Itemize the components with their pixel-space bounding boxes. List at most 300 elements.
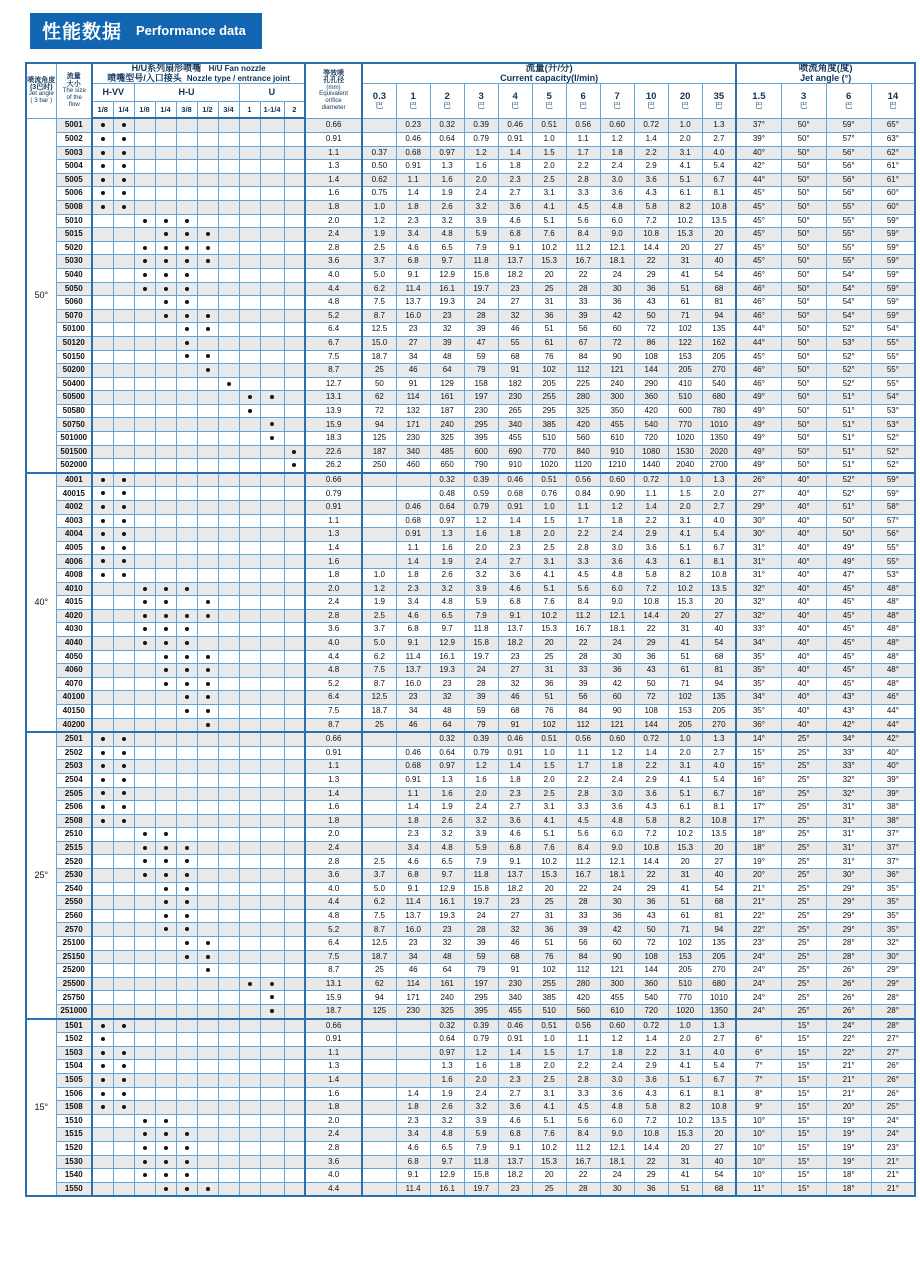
flow-value: 780 xyxy=(702,404,736,418)
jet-angle-value: 21° xyxy=(826,1060,871,1074)
pressure-value: 35 xyxy=(713,91,725,103)
flow-value: 39 xyxy=(464,691,498,705)
jet-angle-value: 40° xyxy=(781,718,826,732)
flow-value: 15.3 xyxy=(532,869,566,883)
availability-dot-icon xyxy=(164,859,168,863)
flow-value: 1.8 xyxy=(396,200,430,214)
orifice-diameter-value: 4.8 xyxy=(305,909,362,923)
flow-value: 84 xyxy=(566,950,600,964)
model-number: 4004 xyxy=(56,528,92,542)
nozzle-availability-cell xyxy=(113,596,134,610)
nozzle-availability-cell xyxy=(92,1019,113,1033)
flow-value: 455 xyxy=(498,1005,532,1019)
nozzle-availability-cell xyxy=(113,718,134,732)
flow-value: 182 xyxy=(498,377,532,391)
nozzle-availability-cell xyxy=(218,923,239,937)
availability-dot-icon xyxy=(143,641,147,645)
flow-value: 0.46 xyxy=(396,746,430,760)
jet-angle-value: 24° xyxy=(736,977,781,991)
flow-value: 6.8 xyxy=(396,869,430,883)
nozzle-availability-cell xyxy=(176,841,197,855)
flow-value: 6.8 xyxy=(498,1128,532,1142)
flow-value: 0.72 xyxy=(634,473,668,487)
nozzle-availability-cell xyxy=(113,241,134,255)
nozzle-availability-cell xyxy=(176,1019,197,1033)
nozzle-availability-cell xyxy=(176,773,197,787)
jet-angle-value: 15° xyxy=(781,1141,826,1155)
flow-value: 31 xyxy=(668,623,702,637)
nozzle-availability-cell xyxy=(134,746,155,760)
nozzle-availability-cell xyxy=(113,760,134,774)
flow-value: 510 xyxy=(668,977,702,991)
availability-dot-icon xyxy=(101,151,105,155)
jet-angle-value: 45° xyxy=(736,200,781,214)
flow-value: 16.7 xyxy=(566,255,600,269)
nozzle-availability-cell xyxy=(197,309,218,323)
flow-value: 280 xyxy=(566,391,600,405)
flow-value: 1.3 xyxy=(430,528,464,542)
orifice-diameter-value: 8.7 xyxy=(305,964,362,978)
nozzle-availability-cell xyxy=(134,623,155,637)
nozzle-availability-cell xyxy=(197,1155,218,1169)
nozzle-availability-cell xyxy=(260,555,284,569)
nozzle-availability-cell xyxy=(155,228,176,242)
jet-angle-value: 47° xyxy=(826,569,871,583)
flow-value: 68 xyxy=(702,650,736,664)
flow-value: 0.91 xyxy=(396,528,430,542)
flow-value: 1.3 xyxy=(702,732,736,746)
flow-value: 0.64 xyxy=(430,133,464,147)
flow-value: 22 xyxy=(566,1169,600,1183)
jet-angle-value: 59° xyxy=(871,473,915,487)
flow-value: 1.7 xyxy=(566,146,600,160)
jet-angle-value: 24° xyxy=(736,991,781,1005)
flow-value: 1020 xyxy=(668,1005,702,1019)
flow-value: 12.9 xyxy=(430,268,464,282)
availability-dot-icon xyxy=(143,273,147,277)
flow-value: 8.7 xyxy=(362,677,396,691)
model-number: 50750 xyxy=(56,418,92,432)
nozzle-availability-cell xyxy=(260,1182,284,1196)
jet-angle-value: 56° xyxy=(871,528,915,542)
jet-angle-value: 51° xyxy=(826,418,871,432)
jet-angle-value: 50° xyxy=(781,364,826,378)
nozzle-availability-cell xyxy=(197,841,218,855)
flow-value: 205 xyxy=(702,350,736,364)
flow-value: 6.2 xyxy=(362,282,396,296)
table-row-4006 xyxy=(26,555,915,569)
flow-value: 1.7 xyxy=(566,514,600,528)
nozzle-availability-cell xyxy=(260,896,284,910)
flow-value: 68 xyxy=(702,282,736,296)
nozzle-availability-cell xyxy=(113,569,134,583)
nozzle-availability-cell xyxy=(92,623,113,637)
model-number: 4003 xyxy=(56,514,92,528)
nozzle-availability-cell xyxy=(284,528,305,542)
flow-value: 1.7 xyxy=(566,1046,600,1060)
jet-angle-value: 54° xyxy=(871,391,915,405)
table-row-5002 xyxy=(26,133,915,147)
nozzle-availability-cell xyxy=(239,323,260,337)
flow-value: 9.1 xyxy=(498,1141,532,1155)
table-row-5030 xyxy=(26,255,915,269)
nozzle-availability-cell xyxy=(284,282,305,296)
nozzle-availability-cell xyxy=(92,296,113,310)
model-number: 2504 xyxy=(56,773,92,787)
flow-value: 10.2 xyxy=(668,828,702,842)
jet-angle-value: 50° xyxy=(781,418,826,432)
flow-value xyxy=(362,501,396,515)
nozzle-availability-cell xyxy=(239,528,260,542)
nozzle-availability-cell xyxy=(197,746,218,760)
model-number: 5008 xyxy=(56,200,92,214)
jet-angle-value: 40° xyxy=(781,609,826,623)
flow-value: 270 xyxy=(702,364,736,378)
nozzle-availability-cell xyxy=(176,418,197,432)
jet-angle-value: 50° xyxy=(781,255,826,269)
flow-value: 19.3 xyxy=(430,909,464,923)
nozzle-availability-cell xyxy=(260,664,284,678)
table-row-2504 xyxy=(26,773,915,787)
nozzle-availability-cell xyxy=(92,964,113,978)
jet-angle-value: 54° xyxy=(871,323,915,337)
jet-angle-value: 16° xyxy=(736,773,781,787)
nozzle-availability-cell xyxy=(92,814,113,828)
flow-value: 68 xyxy=(498,704,532,718)
nozzle-availability-cell xyxy=(113,977,134,991)
flow-value: 1020 xyxy=(532,459,566,473)
flow-value: 1.3 xyxy=(430,1060,464,1074)
table-row-1520 xyxy=(26,1141,915,1155)
flow-value: 90 xyxy=(600,950,634,964)
availability-dot-icon xyxy=(185,887,189,891)
flow-value: 0.79 xyxy=(464,133,498,147)
nozzle-availability-cell xyxy=(113,923,134,937)
nozzle-availability-cell xyxy=(155,1033,176,1047)
table-row-2515 xyxy=(26,841,915,855)
availability-dot-icon xyxy=(164,900,168,904)
nozzle-availability-cell xyxy=(113,964,134,978)
flow-value: 4.3 xyxy=(634,555,668,569)
flow-value: 187 xyxy=(362,445,396,459)
pressure-header-3bar xyxy=(464,84,498,119)
jet-angle-value: 50° xyxy=(781,404,826,418)
jet-angle-value: 19° xyxy=(826,1141,871,1155)
flow-value: 10.8 xyxy=(634,228,668,242)
flow-value: 4.3 xyxy=(634,1087,668,1101)
nozzle-availability-cell xyxy=(134,323,155,337)
nozzle-availability-cell xyxy=(260,1128,284,1142)
availability-dot-icon xyxy=(122,1051,126,1055)
flow-value: 23 xyxy=(498,282,532,296)
flow-value: 48 xyxy=(430,704,464,718)
flow-value: 290 xyxy=(634,377,668,391)
nozzle-availability-cell xyxy=(218,364,239,378)
flow-value: 42 xyxy=(600,677,634,691)
jet-angle-value: 25° xyxy=(781,991,826,1005)
jet-angle-value: 63° xyxy=(871,133,915,147)
flow-value: 0.32 xyxy=(430,732,464,746)
flow-value: 6.7 xyxy=(702,1073,736,1087)
jet-angle-value: 33° xyxy=(826,760,871,774)
availability-dot-icon xyxy=(122,1105,126,1109)
jet-angle-value: 24° xyxy=(871,1114,915,1128)
nozzle-availability-cell xyxy=(113,1141,134,1155)
flow-value: 0.72 xyxy=(634,118,668,132)
nozzle-availability-cell xyxy=(260,596,284,610)
flow-value: 610 xyxy=(600,432,634,446)
flow-value: 76 xyxy=(532,950,566,964)
orifice-diameter-value: 18.7 xyxy=(305,1005,362,1019)
nozzle-availability-cell xyxy=(155,841,176,855)
nozzle-availability-cell xyxy=(134,377,155,391)
flow-value: 720 xyxy=(634,1005,668,1019)
nozzle-availability-cell xyxy=(92,432,113,446)
table-row-2530 xyxy=(26,869,915,883)
nozzle-availability-cell xyxy=(92,1155,113,1169)
flow-value: 1.4 xyxy=(498,146,532,160)
availability-dot-icon xyxy=(164,1132,168,1136)
flow-value: 6.0 xyxy=(600,828,634,842)
flow-value: 31 xyxy=(532,296,566,310)
nozzle-availability-cell xyxy=(134,309,155,323)
availability-dot-icon xyxy=(143,873,147,877)
nozzle-availability-cell xyxy=(284,828,305,842)
nozzle-availability-cell xyxy=(197,214,218,228)
nozzle-availability-cell xyxy=(113,991,134,1005)
availability-dot-icon xyxy=(101,737,105,741)
nozzle-availability-cell xyxy=(239,1155,260,1169)
jet-angle-value: 21° xyxy=(826,1073,871,1087)
flow-value: 2.2 xyxy=(566,1060,600,1074)
flow-value xyxy=(362,787,396,801)
flow-value: 1.4 xyxy=(634,746,668,760)
nozzle-availability-cell xyxy=(284,923,305,937)
nozzle-availability-cell xyxy=(92,773,113,787)
flow-value: 18.2 xyxy=(498,636,532,650)
jet-angle-value: 61° xyxy=(871,173,915,187)
nozzle-availability-cell xyxy=(155,801,176,815)
jet-angle-value: 55° xyxy=(871,364,915,378)
flow-value: 41 xyxy=(668,636,702,650)
nozzle-availability-cell xyxy=(260,1033,284,1047)
availability-dot-icon xyxy=(143,832,147,836)
jet-angle-value: 49° xyxy=(736,404,781,418)
flow-value: 11.2 xyxy=(566,609,600,623)
nozzle-availability-cell xyxy=(92,404,113,418)
nozzle-availability-cell xyxy=(134,541,155,555)
nozzle-availability-cell xyxy=(155,828,176,842)
flow-value: 9.1 xyxy=(396,882,430,896)
jet-angle-value: 29° xyxy=(871,977,915,991)
orifice-diameter-value: 3.6 xyxy=(305,1155,362,1169)
jet-angle-value: 45° xyxy=(736,214,781,228)
flow-value: 3.6 xyxy=(600,801,634,815)
model-number: 1503 xyxy=(56,1046,92,1060)
flow-value: 13.5 xyxy=(702,828,736,842)
jet-angle-value: 42° xyxy=(871,732,915,746)
flow-value: 0.72 xyxy=(634,1019,668,1033)
flow-value: 2.4 xyxy=(464,187,498,201)
nozzle-availability-cell xyxy=(239,1169,260,1183)
flow-value: 9.0 xyxy=(600,841,634,855)
flow-value: 112 xyxy=(566,364,600,378)
model-number: 4015 xyxy=(56,596,92,610)
flow-value: 4.6 xyxy=(396,241,430,255)
nozzle-availability-cell xyxy=(155,255,176,269)
model-number: 5050 xyxy=(56,282,92,296)
flow-value: 40 xyxy=(702,869,736,883)
flow-value: 1.4 xyxy=(634,1033,668,1047)
table-row-501500 xyxy=(26,445,915,459)
availability-dot-icon xyxy=(185,232,189,236)
nozzle-availability-cell xyxy=(260,487,284,501)
flow-value: 6.8 xyxy=(396,1155,430,1169)
nozzle-availability-cell xyxy=(284,445,305,459)
flow-value: 510 xyxy=(668,391,702,405)
jet-angle-value: 23° xyxy=(871,1141,915,1155)
nozzle-availability-cell xyxy=(197,937,218,951)
nozzle-availability-cell xyxy=(92,528,113,542)
jet-angle-value: 52° xyxy=(871,432,915,446)
jet-angle-value: 48° xyxy=(871,636,915,650)
flow-value: 0.60 xyxy=(600,473,634,487)
nozzle-availability-cell xyxy=(176,704,197,718)
table-row-4060 xyxy=(26,664,915,678)
flow-value: 72 xyxy=(362,404,396,418)
angle-pressure-header-6bar xyxy=(826,84,871,119)
jet-angle-value: 25° xyxy=(781,801,826,815)
flow-value: 36 xyxy=(634,896,668,910)
flow-value xyxy=(362,1169,396,1183)
availability-dot-icon xyxy=(101,559,105,563)
nozzle-availability-cell xyxy=(176,1101,197,1115)
nozzle-availability-cell xyxy=(260,445,284,459)
availability-dot-icon xyxy=(122,1078,126,1082)
jet-angle-value: 11° xyxy=(736,1182,781,1196)
flow-value: 205 xyxy=(668,364,702,378)
nozzle-availability-cell xyxy=(218,1046,239,1060)
nozzle-availability-cell xyxy=(155,1169,176,1183)
model-number: 1510 xyxy=(56,1114,92,1128)
flow-value: 3.2 xyxy=(430,1114,464,1128)
nozzle-availability-cell xyxy=(155,1073,176,1087)
jet-angle-value: 42° xyxy=(736,160,781,174)
jet-angle-value: 59° xyxy=(871,228,915,242)
nozzle-availability-cell xyxy=(260,323,284,337)
bar-unit-label: 巴 xyxy=(647,101,655,111)
jet-angle-value: 49° xyxy=(736,418,781,432)
nozzle-availability-cell xyxy=(134,1128,155,1142)
flow-value: 112 xyxy=(566,964,600,978)
flow-value: 3.6 xyxy=(600,1087,634,1101)
jet-angle-value: 14° xyxy=(736,732,781,746)
model-number: 2508 xyxy=(56,814,92,828)
header-nozzle-en-sub: Nozzle type / entrance joint xyxy=(186,73,290,83)
nozzle-availability-cell xyxy=(284,1169,305,1183)
nozzle-availability-cell xyxy=(134,133,155,147)
nozzle-availability-cell xyxy=(218,841,239,855)
flow-value: 1.8 xyxy=(600,514,634,528)
nozzle-availability-cell xyxy=(155,336,176,350)
nozzle-availability-cell xyxy=(92,555,113,569)
flow-value: 6.1 xyxy=(668,1087,702,1101)
nozzle-availability-cell xyxy=(134,432,155,446)
flow-value: 0.97 xyxy=(430,146,464,160)
nozzle-availability-cell xyxy=(239,582,260,596)
header-jet-angle-deg-zh: 喷流角度(度) xyxy=(798,63,853,74)
jet-angle-value: 24° xyxy=(826,1019,871,1033)
flow-value: 22 xyxy=(634,869,668,883)
nozzle-availability-cell xyxy=(176,364,197,378)
flow-value: 4.3 xyxy=(634,801,668,815)
nozzle-availability-cell xyxy=(260,160,284,174)
availability-dot-icon xyxy=(185,587,189,591)
nozzle-availability-cell xyxy=(92,1128,113,1142)
flow-value: 240 xyxy=(430,418,464,432)
table-row-25750 xyxy=(26,991,915,1005)
flow-value: 1120 xyxy=(566,459,600,473)
nozzle-availability-cell xyxy=(218,623,239,637)
jet-angle-value: 21° xyxy=(826,1087,871,1101)
flow-value: 0.32 xyxy=(430,473,464,487)
nozzle-availability-cell xyxy=(260,391,284,405)
nozzle-family-h-u: H-U xyxy=(134,84,239,102)
flow-value: 0.46 xyxy=(396,133,430,147)
nozzle-availability-cell xyxy=(239,1033,260,1047)
nozzle-availability-cell xyxy=(92,459,113,473)
nozzle-availability-cell xyxy=(197,582,218,596)
nozzle-availability-cell xyxy=(260,882,284,896)
availability-dot-icon xyxy=(101,573,105,577)
flow-value: 2.0 xyxy=(464,1073,498,1087)
flow-value: 25 xyxy=(362,718,396,732)
flow-value: 1.0 xyxy=(668,118,702,132)
nozzle-availability-cell xyxy=(218,718,239,732)
table-row-5005 xyxy=(26,173,915,187)
nozzle-availability-cell xyxy=(113,364,134,378)
flow-value: 68 xyxy=(702,1182,736,1196)
flow-value: 2.0 xyxy=(532,160,566,174)
flow-value: 1.5 xyxy=(668,487,702,501)
flow-value: 31 xyxy=(668,255,702,269)
jet-angle-value: 25° xyxy=(781,937,826,951)
nozzle-availability-cell xyxy=(197,909,218,923)
pressure-value: 1.5 xyxy=(752,91,766,103)
nozzle-availability-cell xyxy=(284,977,305,991)
orifice-diameter-value: 8.7 xyxy=(305,364,362,378)
flow-value: 1.4 xyxy=(498,1046,532,1060)
flow-value: 1.6 xyxy=(464,528,498,542)
nozzle-availability-cell xyxy=(134,459,155,473)
nozzle-availability-cell xyxy=(134,1033,155,1047)
jet-angle-value: 50° xyxy=(781,282,826,296)
nozzle-availability-cell xyxy=(92,1141,113,1155)
flow-value xyxy=(362,1182,396,1196)
nozzle-availability-cell xyxy=(218,160,239,174)
flow-value: 2.2 xyxy=(634,760,668,774)
jet-angle-value: 44° xyxy=(736,323,781,337)
jet-angle-value: 52° xyxy=(871,459,915,473)
nozzle-availability-cell xyxy=(218,336,239,350)
model-number: 2530 xyxy=(56,869,92,883)
jet-angle-value: 38° xyxy=(871,801,915,815)
flow-value: 4.8 xyxy=(600,1101,634,1115)
flow-value: 295 xyxy=(464,418,498,432)
availability-dot-icon xyxy=(122,151,126,155)
jet-angle-value: 50° xyxy=(781,200,826,214)
nozzle-availability-cell xyxy=(92,282,113,296)
